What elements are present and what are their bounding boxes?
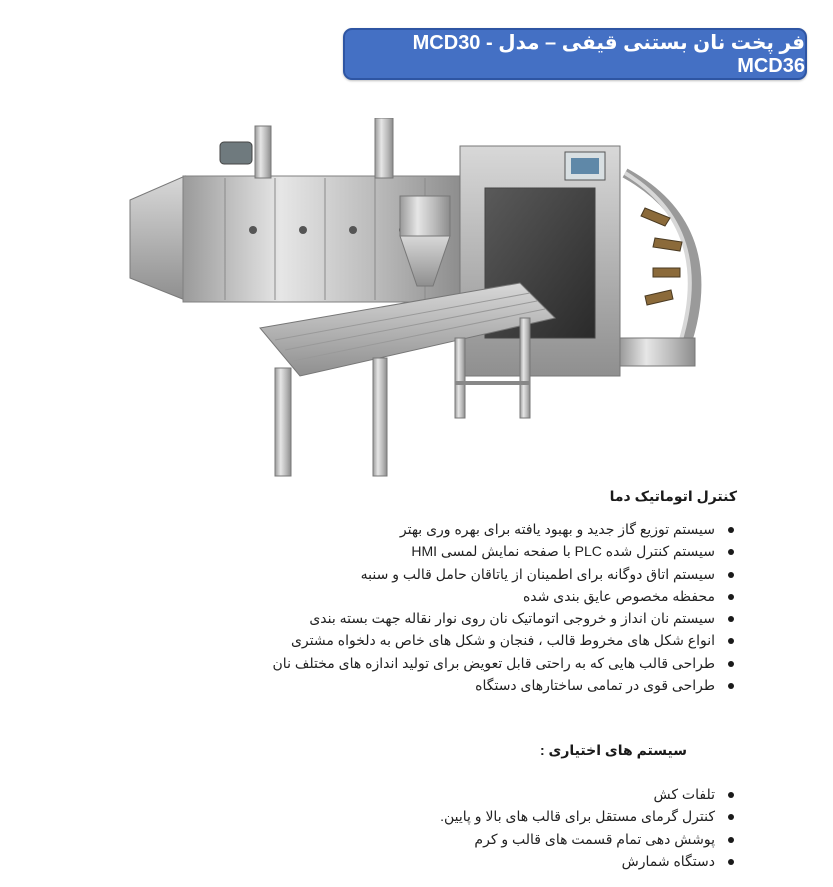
optional-systems-heading: سیستم های اختیاری : [539,742,687,758]
list-item: سیستم اتاق دوگانه برای اطمینان از یاتاقان حامل قالب و سنبه [273,563,715,585]
features-list [273,518,715,696]
bullet-icon [728,814,734,820]
bullet-icon [728,837,734,843]
bullet-icon [728,683,734,689]
list-item: کنترل گرمای مستقل برای قالب های بالا و پایین. [440,805,715,827]
title-banner [343,28,807,80]
bullet-icon [728,616,734,622]
list-item: سیستم نان انداز و خروجی اتوماتیک نان روی نوار نقاله جهت بسته بندی [273,607,715,629]
cone-baking-machine-photo [125,118,725,486]
list-item: سیستم کنترل شده PLC با صفحه نمایش لمسی HMI [273,540,715,562]
list-item: تلفات کش [440,783,715,805]
auto-control-heading: کنترل اتوماتیک دما [609,488,737,504]
list-item: محفظه مخصوص عایق بندی شده [273,585,715,607]
page-title: فر پخت نان بستنی قیفی – مدل MCD30 - MCD36 [412,32,805,77]
list-item: انواع شکل های مخروط قالب ، فنجان و شکل های خاص به دلخواه مشتری [273,629,715,651]
list-item: طراحی قوی در تمامی ساختارهای دستگاه [273,674,715,696]
list-item: دستگاه شمارش [440,850,715,872]
bullet-icon [728,792,734,798]
optional-list [440,783,715,872]
bullet-icon [728,859,734,865]
bullet-icon [728,572,734,578]
list-item: طراحی قالب هایی که به راحتی قابل تعویض برای تولید اندازه های مختلف نان [273,652,715,674]
bullet-icon [728,661,734,667]
bullet-icon [728,594,734,600]
list-item: سیستم توزیع گاز جدید و بهبود یافته برای بهره وری بهتر [273,518,715,540]
list-item: پوشش دهی تمام قسمت های قالب و کرم [440,828,715,850]
bullet-icon [728,638,734,644]
bullet-icon [728,527,734,533]
bullet-icon [728,549,734,555]
